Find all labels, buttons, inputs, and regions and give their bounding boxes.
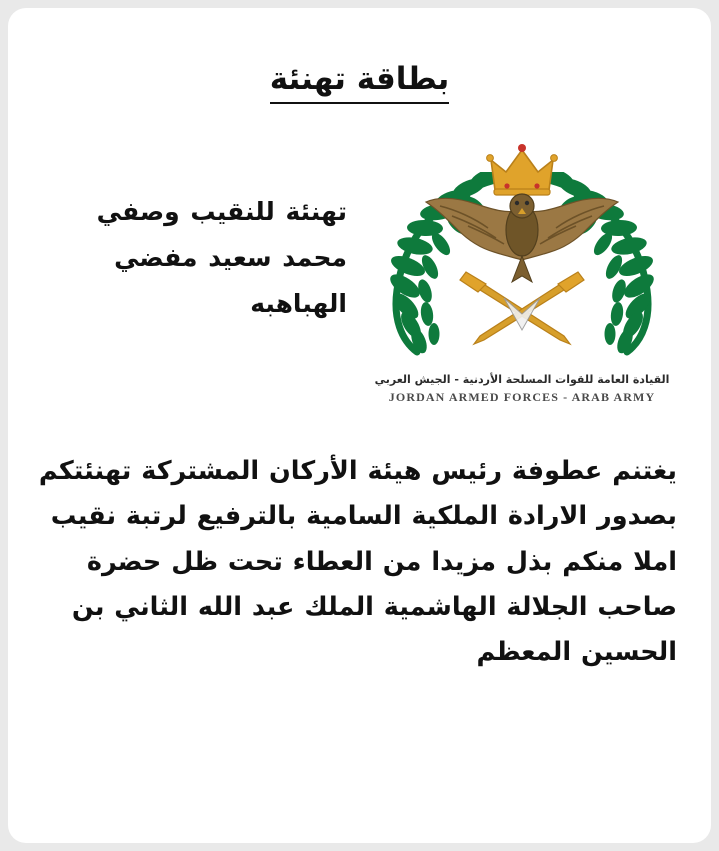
congratulation-body-text: يغتنم عطوفة رئيس هيئة الأركان المشتركة تهنئتكم بصدور الارادة الملكية السامية بالترفيع لرتبة نقيب املا منكم بذل مزيدا من العطاء تحت ظل حضرة صاحب الجلالة الهاشمية الملك عبد الله الثاني بن الحسين المعظم: [38, 455, 677, 668]
header-section: [8, 134, 711, 405]
salutation-block: [28, 134, 357, 328]
royal-crown-icon: [485, 144, 559, 196]
page-title: بطاقة تهنئة: [270, 60, 450, 104]
page-title-container: [8, 60, 711, 104]
greeting-card: [8, 8, 711, 843]
emblem-block: [357, 134, 687, 405]
crossed-swords-icon: [452, 270, 592, 346]
jordan-armed-forces-emblem: [377, 142, 667, 367]
salutation-text: تهنئة للنقيب وصفي محمد سعيد مفضي الهباهبه: [96, 196, 347, 319]
emblem-caption-arabic: القيادة العامة للقوات المسلحة الأردنية - الجيش العربي: [374, 372, 670, 386]
emblem-caption-english: JORDAN ARMED FORCES - ARAB ARMY: [388, 389, 656, 404]
